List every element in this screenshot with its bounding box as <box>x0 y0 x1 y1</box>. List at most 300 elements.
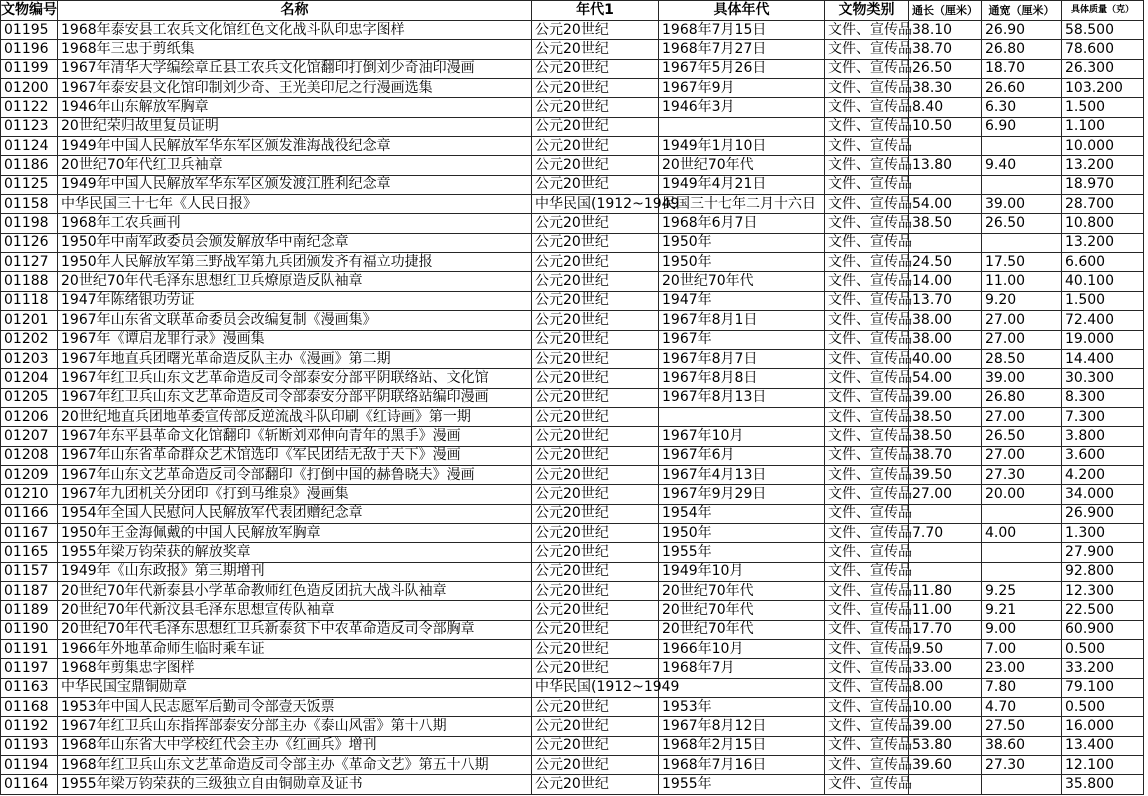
width-cell[interactable]: 28.50 <box>982 349 1062 368</box>
specific-date-cell[interactable]: 20世纪70年代 <box>659 581 825 600</box>
name-cell[interactable]: 1950年中南军政委员会颁发解放华中南纪念章 <box>58 233 532 252</box>
specific-date-cell[interactable]: 1968年7月16日 <box>659 756 825 775</box>
width-cell[interactable]: 26.80 <box>982 388 1062 407</box>
specific-date-cell[interactable]: 20世纪70年代 <box>659 620 825 639</box>
weight-cell[interactable]: 1.300 <box>1062 523 1144 542</box>
width-cell[interactable]: 27.00 <box>982 407 1062 426</box>
weight-cell[interactable]: 0.500 <box>1062 640 1144 659</box>
weight-cell[interactable]: 28.700 <box>1062 195 1144 214</box>
length-cell[interactable] <box>909 233 982 252</box>
weight-cell[interactable]: 72.400 <box>1062 311 1144 330</box>
era-cell[interactable]: 中华民国(1912~1949 <box>532 678 659 697</box>
name-cell[interactable]: 1968年泰安县工农兵文化馆红色文化战斗队印忠字图样 <box>58 21 532 40</box>
specific-date-cell[interactable]: 1967年4月13日 <box>659 465 825 484</box>
length-cell[interactable] <box>909 504 982 523</box>
specific-date-cell[interactable]: 1954年 <box>659 504 825 523</box>
category-cell[interactable]: 文件、宣传品 <box>825 407 909 426</box>
specific-date-cell[interactable]: 1968年7月15日 <box>659 21 825 40</box>
category-cell[interactable]: 文件、宣传品 <box>825 137 909 156</box>
name-cell[interactable]: 1968年剪集忠字图样 <box>58 659 532 678</box>
length-cell[interactable]: 39.50 <box>909 465 982 484</box>
era-cell[interactable]: 中华民国(1912~1949 <box>532 195 659 214</box>
specific-date-cell[interactable]: 1967年9月 <box>659 79 825 98</box>
weight-cell[interactable]: 0.500 <box>1062 698 1144 717</box>
weight-cell[interactable]: 26.900 <box>1062 504 1144 523</box>
specific-date-cell[interactable]: 1967年10月 <box>659 427 825 446</box>
length-cell[interactable] <box>909 175 982 194</box>
era-cell[interactable]: 公元20世纪 <box>532 640 659 659</box>
weight-cell[interactable]: 58.500 <box>1062 21 1144 40</box>
category-cell[interactable]: 文件、宣传品 <box>825 214 909 233</box>
relic-id-cell[interactable]: 01201 <box>1 311 58 330</box>
relic-id-cell[interactable]: 01186 <box>1 156 58 175</box>
width-cell[interactable]: 6.30 <box>982 98 1062 117</box>
category-cell[interactable]: 文件、宣传品 <box>825 620 909 639</box>
length-cell[interactable]: 11.80 <box>909 581 982 600</box>
specific-date-cell[interactable]: 20世纪70年代 <box>659 272 825 291</box>
name-cell[interactable]: 1968年山东省大中学校红代会主办《红画兵》增刊 <box>58 736 532 755</box>
specific-date-cell[interactable] <box>659 407 825 426</box>
category-cell[interactable]: 文件、宣传品 <box>825 523 909 542</box>
length-cell[interactable]: 39.00 <box>909 717 982 736</box>
relic-id-cell[interactable]: 01196 <box>1 40 58 59</box>
width-cell[interactable]: 27.00 <box>982 311 1062 330</box>
specific-date-cell[interactable]: 20世纪70年代 <box>659 156 825 175</box>
name-cell[interactable]: 1966年外地革命师生临时乘车证 <box>58 640 532 659</box>
relic-id-cell[interactable]: 01163 <box>1 678 58 697</box>
relic-id-cell[interactable]: 01190 <box>1 620 58 639</box>
weight-cell[interactable]: 26.300 <box>1062 59 1144 78</box>
specific-date-cell[interactable]: 1953年 <box>659 698 825 717</box>
length-cell[interactable]: 26.50 <box>909 59 982 78</box>
relic-id-cell[interactable]: 01198 <box>1 214 58 233</box>
era-cell[interactable]: 公元20世纪 <box>532 21 659 40</box>
width-cell[interactable]: 39.00 <box>982 195 1062 214</box>
length-cell[interactable]: 38.30 <box>909 79 982 98</box>
length-cell[interactable]: 9.50 <box>909 640 982 659</box>
length-cell[interactable]: 39.60 <box>909 756 982 775</box>
era-cell[interactable]: 公元20世纪 <box>532 40 659 59</box>
era-cell[interactable]: 公元20世纪 <box>532 407 659 426</box>
era-cell[interactable]: 公元20世纪 <box>532 562 659 581</box>
length-cell[interactable]: 38.70 <box>909 446 982 465</box>
era-cell[interactable]: 公元20世纪 <box>532 601 659 620</box>
width-cell[interactable]: 27.30 <box>982 465 1062 484</box>
name-cell[interactable]: 1955年梁万钧荣获的三级独立自由铜勋章及证书 <box>58 775 532 794</box>
category-cell[interactable]: 文件、宣传品 <box>825 21 909 40</box>
length-cell[interactable]: 38.00 <box>909 311 982 330</box>
category-cell[interactable]: 文件、宣传品 <box>825 330 909 349</box>
era-cell[interactable]: 公元20世纪 <box>532 369 659 388</box>
relic-id-cell[interactable]: 01122 <box>1 98 58 117</box>
name-cell[interactable]: 1955年梁万钧荣获的解放奖章 <box>58 543 532 562</box>
weight-cell[interactable]: 12.100 <box>1062 756 1144 775</box>
relic-id-cell[interactable]: 01203 <box>1 349 58 368</box>
weight-cell[interactable]: 4.200 <box>1062 465 1144 484</box>
weight-cell[interactable]: 6.600 <box>1062 253 1144 272</box>
relic-id-cell[interactable]: 01126 <box>1 233 58 252</box>
specific-date-cell[interactable]: 1946年3月 <box>659 98 825 117</box>
category-cell[interactable]: 文件、宣传品 <box>825 117 909 136</box>
specific-date-cell[interactable] <box>659 678 825 697</box>
relic-id-cell[interactable]: 01189 <box>1 601 58 620</box>
relic-id-cell[interactable]: 01199 <box>1 59 58 78</box>
length-cell[interactable] <box>909 543 982 562</box>
era-cell[interactable]: 公元20世纪 <box>532 253 659 272</box>
era-cell[interactable]: 公元20世纪 <box>532 156 659 175</box>
name-cell[interactable]: 1949年《山东政报》第三期增刊 <box>58 562 532 581</box>
length-cell[interactable]: 11.00 <box>909 601 982 620</box>
name-cell[interactable]: 20世纪70年代毛泽东思想红卫兵新泰贫下中农革命造反司令部胸章 <box>58 620 532 639</box>
relic-id-cell[interactable]: 01166 <box>1 504 58 523</box>
weight-cell[interactable]: 7.300 <box>1062 407 1144 426</box>
name-cell[interactable]: 20世纪荣归故里复员证明 <box>58 117 532 136</box>
name-cell[interactable]: 1947年陈绪银功劳证 <box>58 291 532 310</box>
length-cell[interactable]: 38.50 <box>909 214 982 233</box>
header-width[interactable]: 通宽（厘米） <box>982 1 1062 21</box>
category-cell[interactable]: 文件、宣传品 <box>825 659 909 678</box>
specific-date-cell[interactable]: 1968年6月7日 <box>659 214 825 233</box>
name-cell[interactable]: 1954年全国人民慰问人民解放军代表团赠纪念章 <box>58 504 532 523</box>
width-cell[interactable]: 27.00 <box>982 330 1062 349</box>
relic-id-cell[interactable]: 01158 <box>1 195 58 214</box>
weight-cell[interactable]: 103.200 <box>1062 79 1144 98</box>
name-cell[interactable]: 1967年《谭启龙罪行录》漫画集 <box>58 330 532 349</box>
width-cell[interactable]: 4.70 <box>982 698 1062 717</box>
category-cell[interactable]: 文件、宣传品 <box>825 253 909 272</box>
era-cell[interactable]: 公元20世纪 <box>532 465 659 484</box>
name-cell[interactable]: 20世纪70年代红卫兵袖章 <box>58 156 532 175</box>
name-cell[interactable]: 20世纪70年代新汶县毛泽东思想宣传队袖章 <box>58 601 532 620</box>
era-cell[interactable]: 公元20世纪 <box>532 736 659 755</box>
relic-id-cell[interactable]: 01118 <box>1 291 58 310</box>
category-cell[interactable]: 文件、宣传品 <box>825 698 909 717</box>
category-cell[interactable]: 文件、宣传品 <box>825 272 909 291</box>
category-cell[interactable]: 文件、宣传品 <box>825 233 909 252</box>
length-cell[interactable]: 38.00 <box>909 330 982 349</box>
name-cell[interactable]: 1968年工农兵画刊 <box>58 214 532 233</box>
era-cell[interactable]: 公元20世纪 <box>532 523 659 542</box>
length-cell[interactable]: 27.00 <box>909 485 982 504</box>
width-cell[interactable]: 27.50 <box>982 717 1062 736</box>
era-cell[interactable]: 公元20世纪 <box>532 543 659 562</box>
name-cell[interactable]: 1967年泰安县文化馆印制刘少奇、王光美印尼之行漫画选集 <box>58 79 532 98</box>
name-cell[interactable]: 1967年东平县革命文化馆翻印《斩断刘邓伸向青年的黑手》漫画 <box>58 427 532 446</box>
weight-cell[interactable]: 22.500 <box>1062 601 1144 620</box>
width-cell[interactable] <box>982 504 1062 523</box>
weight-cell[interactable]: 1.100 <box>1062 117 1144 136</box>
category-cell[interactable]: 文件、宣传品 <box>825 775 909 794</box>
width-cell[interactable]: 26.50 <box>982 427 1062 446</box>
weight-cell[interactable]: 13.400 <box>1062 736 1144 755</box>
specific-date-cell[interactable]: 1967年8月8日 <box>659 369 825 388</box>
relic-id-cell[interactable]: 01194 <box>1 756 58 775</box>
length-cell[interactable]: 38.50 <box>909 407 982 426</box>
relic-id-cell[interactable]: 01204 <box>1 369 58 388</box>
length-cell[interactable]: 38.50 <box>909 427 982 446</box>
category-cell[interactable]: 文件、宣传品 <box>825 311 909 330</box>
length-cell[interactable] <box>909 137 982 156</box>
era-cell[interactable]: 公元20世纪 <box>532 620 659 639</box>
specific-date-cell[interactable]: 20世纪70年代 <box>659 601 825 620</box>
relic-id-cell[interactable]: 01127 <box>1 253 58 272</box>
relic-id-cell[interactable]: 01167 <box>1 523 58 542</box>
width-cell[interactable]: 9.00 <box>982 620 1062 639</box>
width-cell[interactable]: 20.00 <box>982 485 1062 504</box>
name-cell[interactable]: 20世纪70年代毛泽东思想红卫兵燎原造反队袖章 <box>58 272 532 291</box>
width-cell[interactable]: 17.50 <box>982 253 1062 272</box>
era-cell[interactable]: 公元20世纪 <box>532 427 659 446</box>
name-cell[interactable]: 1953年中国人民志愿军后勤司令部壹天饭票 <box>58 698 532 717</box>
name-cell[interactable]: 1946年山东解放军胸章 <box>58 98 532 117</box>
weight-cell[interactable]: 33.200 <box>1062 659 1144 678</box>
width-cell[interactable]: 7.00 <box>982 640 1062 659</box>
name-cell[interactable]: 1950年人民解放军第三野战军第九兵团颁发齐有福立功捷报 <box>58 253 532 272</box>
era-cell[interactable]: 公元20世纪 <box>532 137 659 156</box>
length-cell[interactable]: 38.70 <box>909 40 982 59</box>
specific-date-cell[interactable]: 1967年9月29日 <box>659 485 825 504</box>
category-cell[interactable]: 文件、宣传品 <box>825 504 909 523</box>
length-cell[interactable]: 40.00 <box>909 349 982 368</box>
weight-cell[interactable]: 1.500 <box>1062 98 1144 117</box>
relic-id-cell[interactable]: 01191 <box>1 640 58 659</box>
category-cell[interactable]: 文件、宣传品 <box>825 446 909 465</box>
era-cell[interactable]: 公元20世纪 <box>532 117 659 136</box>
specific-date-cell[interactable]: 1968年7月 <box>659 659 825 678</box>
name-cell[interactable]: 1949年中国人民解放军华东军区颁发淮海战役纪念章 <box>58 137 532 156</box>
weight-cell[interactable]: 3.800 <box>1062 427 1144 446</box>
name-cell[interactable]: 1967年山东文艺革命造反司令部翻印《打倒中国的赫鲁晓夫》漫画 <box>58 465 532 484</box>
category-cell[interactable]: 文件、宣传品 <box>825 465 909 484</box>
relic-id-cell[interactable]: 01207 <box>1 427 58 446</box>
era-cell[interactable]: 公元20世纪 <box>532 98 659 117</box>
weight-cell[interactable]: 35.800 <box>1062 775 1144 794</box>
weight-cell[interactable]: 13.200 <box>1062 156 1144 175</box>
header-category[interactable]: 文物类别 <box>825 1 909 21</box>
category-cell[interactable]: 文件、宣传品 <box>825 79 909 98</box>
specific-date-cell[interactable]: 1968年7月27日 <box>659 40 825 59</box>
weight-cell[interactable]: 12.300 <box>1062 581 1144 600</box>
length-cell[interactable]: 13.70 <box>909 291 982 310</box>
header-era[interactable]: 年代1 <box>532 1 659 21</box>
category-cell[interactable]: 文件、宣传品 <box>825 349 909 368</box>
specific-date-cell[interactable]: 1955年 <box>659 543 825 562</box>
width-cell[interactable] <box>982 137 1062 156</box>
weight-cell[interactable]: 60.900 <box>1062 620 1144 639</box>
name-cell[interactable]: 1967年地直兵团曙光革命造反队主办《漫画》第二期 <box>58 349 532 368</box>
width-cell[interactable]: 4.00 <box>982 523 1062 542</box>
specific-date-cell[interactable]: 1967年 <box>659 330 825 349</box>
width-cell[interactable] <box>982 175 1062 194</box>
category-cell[interactable]: 文件、宣传品 <box>825 581 909 600</box>
weight-cell[interactable]: 79.100 <box>1062 678 1144 697</box>
width-cell[interactable]: 9.20 <box>982 291 1062 310</box>
weight-cell[interactable]: 8.300 <box>1062 388 1144 407</box>
relic-id-cell[interactable]: 01125 <box>1 175 58 194</box>
specific-date-cell[interactable]: 1950年 <box>659 523 825 542</box>
length-cell[interactable]: 39.00 <box>909 388 982 407</box>
weight-cell[interactable]: 30.300 <box>1062 369 1144 388</box>
width-cell[interactable]: 9.40 <box>982 156 1062 175</box>
era-cell[interactable]: 公元20世纪 <box>532 272 659 291</box>
width-cell[interactable]: 26.60 <box>982 79 1062 98</box>
relic-id-cell[interactable]: 01206 <box>1 407 58 426</box>
era-cell[interactable]: 公元20世纪 <box>532 698 659 717</box>
length-cell[interactable]: 17.70 <box>909 620 982 639</box>
era-cell[interactable]: 公元20世纪 <box>532 388 659 407</box>
width-cell[interactable]: 6.90 <box>982 117 1062 136</box>
relic-id-cell[interactable]: 01192 <box>1 717 58 736</box>
relic-id-cell[interactable]: 01197 <box>1 659 58 678</box>
weight-cell[interactable]: 34.000 <box>1062 485 1144 504</box>
name-cell[interactable]: 1968年三忠于剪纸集 <box>58 40 532 59</box>
weight-cell[interactable]: 10.800 <box>1062 214 1144 233</box>
width-cell[interactable] <box>982 562 1062 581</box>
width-cell[interactable]: 27.30 <box>982 756 1062 775</box>
specific-date-cell[interactable]: 1967年8月1日 <box>659 311 825 330</box>
width-cell[interactable]: 26.80 <box>982 40 1062 59</box>
weight-cell[interactable]: 19.000 <box>1062 330 1144 349</box>
name-cell[interactable]: 中华民国宝鼎铜勋章 <box>58 678 532 697</box>
specific-date-cell[interactable]: 1966年10月 <box>659 640 825 659</box>
specific-date-cell[interactable]: 民国三十七年二月十六日 <box>659 195 825 214</box>
era-cell[interactable]: 公元20世纪 <box>532 504 659 523</box>
width-cell[interactable]: 26.90 <box>982 21 1062 40</box>
category-cell[interactable]: 文件、宣传品 <box>825 601 909 620</box>
specific-date-cell[interactable]: 1955年 <box>659 775 825 794</box>
specific-date-cell[interactable] <box>659 117 825 136</box>
era-cell[interactable]: 公元20世纪 <box>532 175 659 194</box>
name-cell[interactable]: 1967年山东省文联革命委员会改编复制《漫画集》 <box>58 311 532 330</box>
era-cell[interactable]: 公元20世纪 <box>532 581 659 600</box>
category-cell[interactable]: 文件、宣传品 <box>825 543 909 562</box>
length-cell[interactable]: 8.00 <box>909 678 982 697</box>
width-cell[interactable] <box>982 775 1062 794</box>
category-cell[interactable]: 文件、宣传品 <box>825 175 909 194</box>
name-cell[interactable]: 1967年红卫兵山东指挥部泰安分部主办《泰山风雷》第十八期 <box>58 717 532 736</box>
name-cell[interactable]: 中华民国三十七年《人民日报》 <box>58 195 532 214</box>
relic-id-cell[interactable]: 01200 <box>1 79 58 98</box>
relic-id-cell[interactable]: 01195 <box>1 21 58 40</box>
specific-date-cell[interactable]: 1947年 <box>659 291 825 310</box>
name-cell[interactable]: 20世纪地直兵团地革委宣传部反逆流战斗队印刷《红诗画》第一期 <box>58 407 532 426</box>
width-cell[interactable]: 23.00 <box>982 659 1062 678</box>
specific-date-cell[interactable]: 1950年 <box>659 233 825 252</box>
width-cell[interactable] <box>982 543 1062 562</box>
relic-id-cell[interactable]: 01202 <box>1 330 58 349</box>
relic-id-cell[interactable]: 01187 <box>1 581 58 600</box>
width-cell[interactable]: 9.25 <box>982 581 1062 600</box>
width-cell[interactable]: 18.70 <box>982 59 1062 78</box>
specific-date-cell[interactable]: 1949年10月 <box>659 562 825 581</box>
relic-id-cell[interactable]: 01188 <box>1 272 58 291</box>
category-cell[interactable]: 文件、宣传品 <box>825 756 909 775</box>
era-cell[interactable]: 公元20世纪 <box>532 233 659 252</box>
length-cell[interactable]: 7.70 <box>909 523 982 542</box>
length-cell[interactable] <box>909 562 982 581</box>
weight-cell[interactable]: 1.500 <box>1062 291 1144 310</box>
width-cell[interactable]: 38.60 <box>982 736 1062 755</box>
specific-date-cell[interactable]: 1950年 <box>659 253 825 272</box>
era-cell[interactable]: 公元20世纪 <box>532 349 659 368</box>
width-cell[interactable]: 39.00 <box>982 369 1062 388</box>
length-cell[interactable] <box>909 775 982 794</box>
length-cell[interactable]: 33.00 <box>909 659 982 678</box>
relic-id-cell[interactable]: 01209 <box>1 465 58 484</box>
category-cell[interactable]: 文件、宣传品 <box>825 40 909 59</box>
category-cell[interactable]: 文件、宣传品 <box>825 195 909 214</box>
name-cell[interactable]: 20世纪70年代新泰县小学革命教师红色造反团抗大战斗队袖章 <box>58 581 532 600</box>
relic-id-cell[interactable]: 01193 <box>1 736 58 755</box>
relic-id-cell[interactable]: 01210 <box>1 485 58 504</box>
weight-cell[interactable]: 14.400 <box>1062 349 1144 368</box>
era-cell[interactable]: 公元20世纪 <box>532 775 659 794</box>
length-cell[interactable]: 13.80 <box>909 156 982 175</box>
name-cell[interactable]: 1949年中国人民解放军华东军区颁发渡江胜利纪念章 <box>58 175 532 194</box>
category-cell[interactable]: 文件、宣传品 <box>825 156 909 175</box>
category-cell[interactable]: 文件、宣传品 <box>825 736 909 755</box>
length-cell[interactable]: 24.50 <box>909 253 982 272</box>
relic-id-cell[interactable]: 01208 <box>1 446 58 465</box>
category-cell[interactable]: 文件、宣传品 <box>825 562 909 581</box>
width-cell[interactable] <box>982 233 1062 252</box>
length-cell[interactable]: 14.00 <box>909 272 982 291</box>
weight-cell[interactable]: 10.000 <box>1062 137 1144 156</box>
specific-date-cell[interactable]: 1968年2月15日 <box>659 736 825 755</box>
era-cell[interactable]: 公元20世纪 <box>532 214 659 233</box>
length-cell[interactable]: 8.40 <box>909 98 982 117</box>
specific-date-cell[interactable]: 1967年8月12日 <box>659 717 825 736</box>
width-cell[interactable]: 27.00 <box>982 446 1062 465</box>
era-cell[interactable]: 公元20世纪 <box>532 59 659 78</box>
width-cell[interactable]: 9.21 <box>982 601 1062 620</box>
header-relic-id[interactable]: 文物编号 <box>1 1 58 21</box>
weight-cell[interactable]: 40.100 <box>1062 272 1144 291</box>
name-cell[interactable]: 1968年红卫兵山东文艺革命造反司令部主办《革命文艺》第五十八期 <box>58 756 532 775</box>
specific-date-cell[interactable]: 1967年8月13日 <box>659 388 825 407</box>
width-cell[interactable]: 26.50 <box>982 214 1062 233</box>
header-length[interactable]: 通长（厘米） <box>909 1 982 21</box>
length-cell[interactable]: 10.00 <box>909 698 982 717</box>
specific-date-cell[interactable]: 1949年4月21日 <box>659 175 825 194</box>
category-cell[interactable]: 文件、宣传品 <box>825 717 909 736</box>
era-cell[interactable]: 公元20世纪 <box>532 659 659 678</box>
name-cell[interactable]: 1950年王金海佩戴的中国人民解放军胸章 <box>58 523 532 542</box>
era-cell[interactable]: 公元20世纪 <box>532 485 659 504</box>
weight-cell[interactable]: 18.970 <box>1062 175 1144 194</box>
length-cell[interactable]: 53.80 <box>909 736 982 755</box>
width-cell[interactable]: 7.80 <box>982 678 1062 697</box>
length-cell[interactable]: 54.00 <box>909 369 982 388</box>
era-cell[interactable]: 公元20世纪 <box>532 311 659 330</box>
name-cell[interactable]: 1967年红卫兵山东文艺革命造反司令部泰安分部平阴联络站编印漫画 <box>58 388 532 407</box>
length-cell[interactable]: 10.50 <box>909 117 982 136</box>
name-cell[interactable]: 1967年山东省革命群众艺术馆选印《军民团结无敌于天下》漫画 <box>58 446 532 465</box>
era-cell[interactable]: 公元20世纪 <box>532 717 659 736</box>
name-cell[interactable]: 1967年九团机关分团印《打到马维泉》漫画集 <box>58 485 532 504</box>
specific-date-cell[interactable]: 1967年6月 <box>659 446 825 465</box>
era-cell[interactable]: 公元20世纪 <box>532 79 659 98</box>
relic-id-cell[interactable]: 01157 <box>1 562 58 581</box>
category-cell[interactable]: 文件、宣传品 <box>825 291 909 310</box>
weight-cell[interactable]: 92.800 <box>1062 562 1144 581</box>
era-cell[interactable]: 公元20世纪 <box>532 756 659 775</box>
weight-cell[interactable]: 27.900 <box>1062 543 1144 562</box>
relic-id-cell[interactable]: 01168 <box>1 698 58 717</box>
era-cell[interactable]: 公元20世纪 <box>532 446 659 465</box>
category-cell[interactable]: 文件、宣传品 <box>825 388 909 407</box>
weight-cell[interactable]: 13.200 <box>1062 233 1144 252</box>
